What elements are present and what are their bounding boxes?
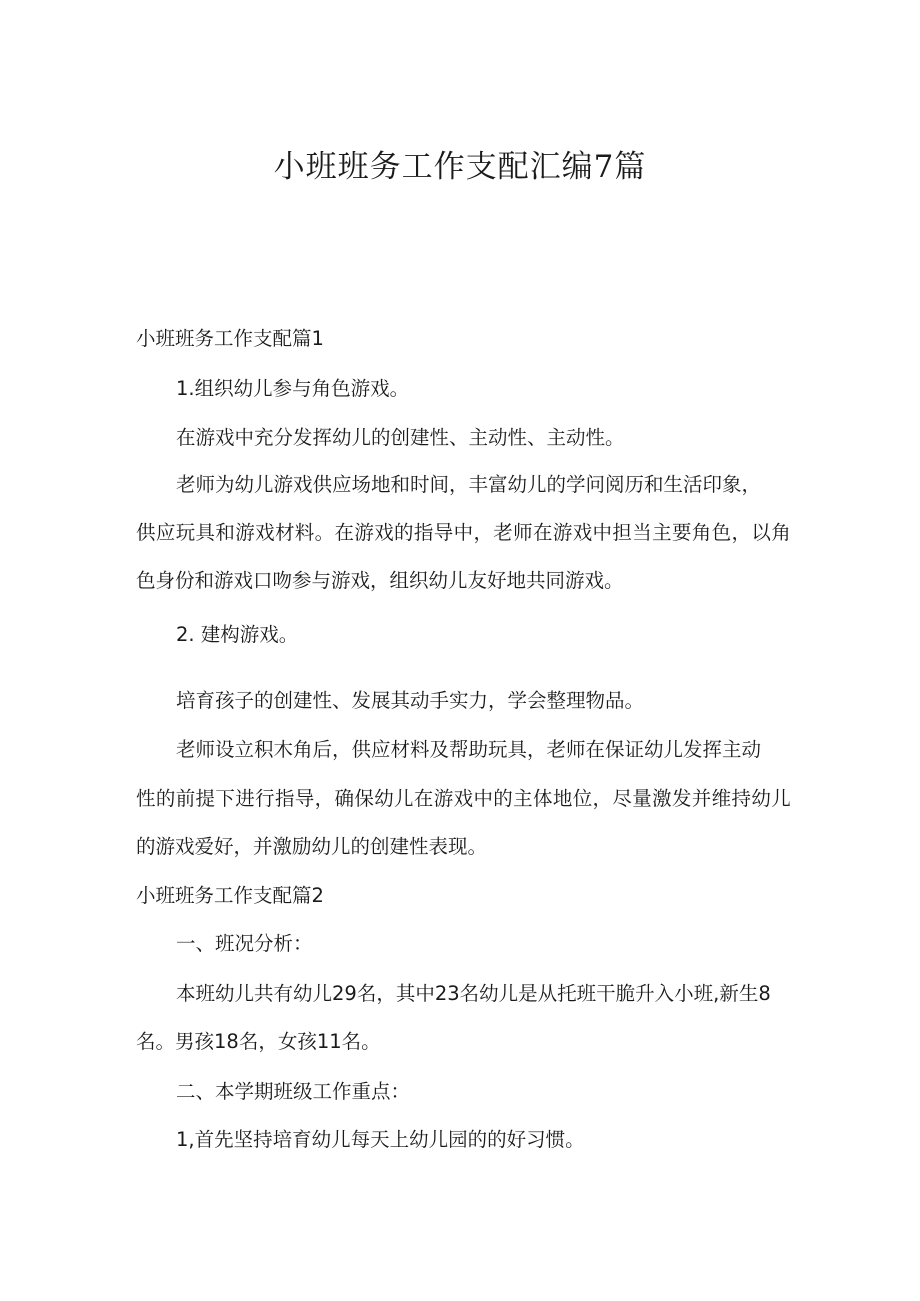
section-heading-1: 小班班务工作支配篇1 <box>136 327 324 350</box>
subheading: 一、班况分析： <box>176 932 313 955</box>
paragraph-line: 本班幼儿共有幼儿29名，其中23名幼儿是从托班干脆升入小班,新生8 <box>176 982 771 1005</box>
paragraph-line: 老师为幼儿游戏供应场地和时间，丰富幼儿的学问阅历和生活印象， <box>176 473 762 496</box>
paragraph-line: 色身份和游戏口吻参与游戏，组织幼儿友好地共同游戏。 <box>136 569 624 592</box>
subheading: 二、本学期班级工作重点： <box>176 1080 411 1103</box>
paragraph-line: 的游戏爱好，并激励幼儿的创建性表现。 <box>136 835 488 858</box>
paragraph-line: 性的前提下进行指导，确保幼儿在游戏中的主体地位，尽量激发并维持幼儿 <box>136 787 792 810</box>
paragraph-line: 供应玩具和游戏材料。在游戏的指导中，老师在游戏中担当主要角色，以角 <box>136 521 792 544</box>
paragraph: 在游戏中充分发挥幼儿的创建性、主动性、主动性。 <box>176 426 625 449</box>
list-item-2: 2. 建构游戏。 <box>176 623 299 646</box>
document-title: 小班班务工作支配汇编7篇 <box>273 149 647 185</box>
list-item-1: 1.组织幼儿参与角色游戏。 <box>176 377 410 400</box>
paragraph-line: 老师设立积木角后，供应材料及帮助玩具，老师在保证幼儿发挥主动 <box>176 738 762 761</box>
section-heading-2: 小班班务工作支配篇2 <box>136 884 324 907</box>
paragraph: 培育孩子的创建性、发展其动手实力，学会整理物品。 <box>176 689 645 712</box>
list-item: 1,首先坚持培育幼儿每天上幼儿园的的好习惯。 <box>176 1128 585 1151</box>
paragraph-line: 名。男孩18名，女孩11名。 <box>136 1030 381 1053</box>
